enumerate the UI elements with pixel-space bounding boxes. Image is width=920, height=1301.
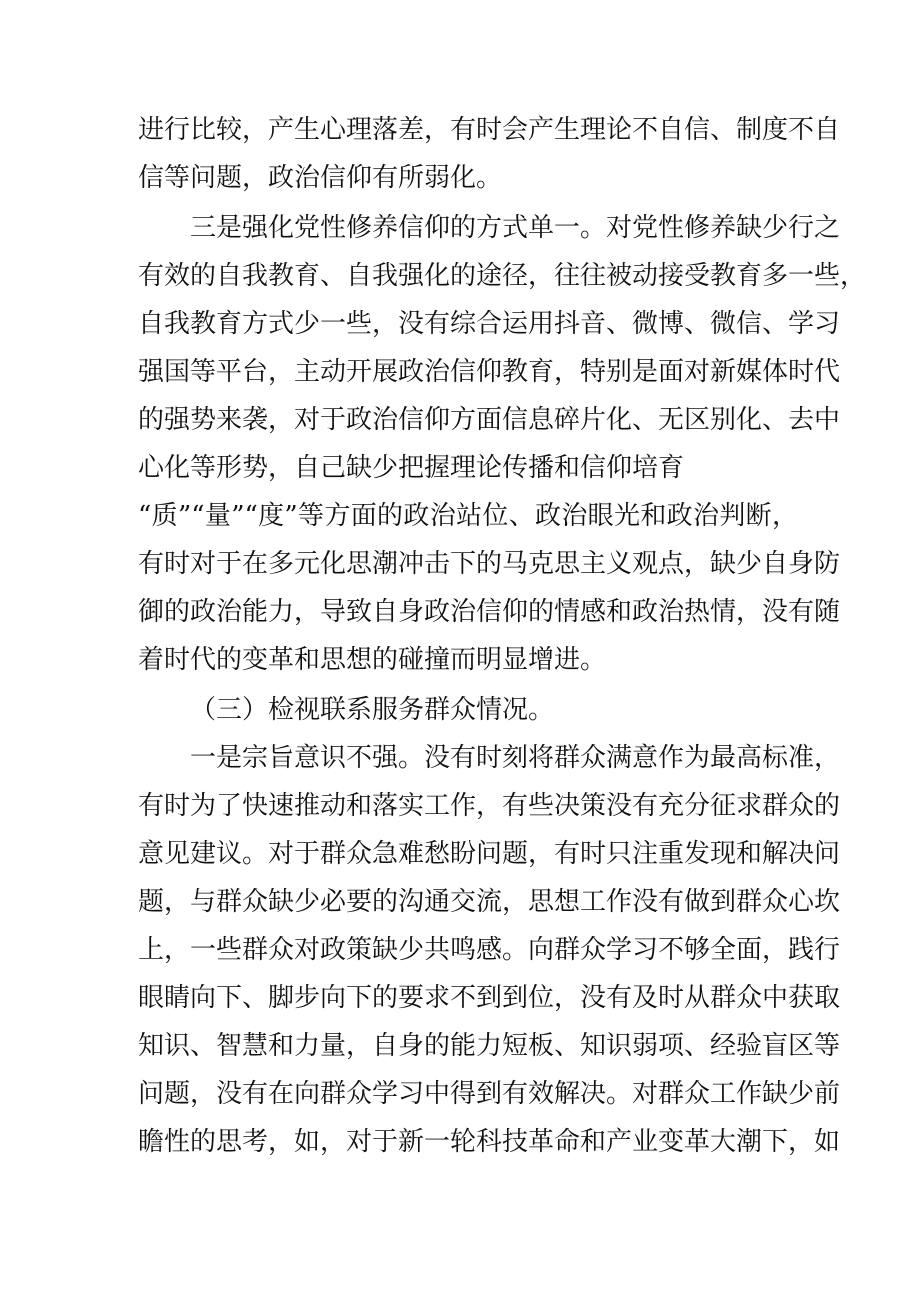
- text-line: 三是强化党性修养信仰的方式单一。对党性修养缺少行之: [190, 213, 841, 243]
- text-line: 御的政治能力，导致自身政治信仰的情感和政治热情，没有随: [138, 597, 841, 627]
- text-line: 进行比较，产生心理落差，有时会产生理论不自信、制度不自: [138, 115, 841, 145]
- text-line: 知识、智慧和力量，自身的能力短板、知识弱项、经验盲区等: [138, 1031, 841, 1061]
- text-line: 题，与群众缺少必要的沟通交流，思想工作没有做到群众心坎: [138, 887, 841, 917]
- text-line: 意见建议。对于群众急难愁盼问题，有时只注重发现和解决问: [138, 839, 841, 869]
- text-line: 有时对于在多元化思潮冲击下的马克思主义观点，缺少自身防: [138, 549, 841, 579]
- text-line: 着时代的变革和思想的碰撞而明显增进。: [138, 645, 607, 675]
- text-line: 瞻性的思考，如，对于新一轮科技革命和产业变革大潮下，如: [138, 1127, 841, 1157]
- text-line: 一是宗旨意识不强。没有时刻将群众满意作为最高标准，: [190, 743, 841, 773]
- text-line: 自我教育方式少一些，没有综合运用抖音、微博、微信、学习: [138, 309, 841, 339]
- text-line: 信等问题，政治信仰有所弱化。: [138, 163, 503, 193]
- text-line: 眼睛向下、脚步向下的要求不到到位，没有及时从群众中获取: [138, 983, 841, 1013]
- text-line: 强国等平台，主动开展政治信仰教育，特别是面对新媒体时代: [138, 357, 841, 387]
- text-line: 的强势来袭，对于政治信仰方面信息碎片化、无区别化、去中: [138, 405, 841, 435]
- text-line: 有时为了快速推动和落实工作，有些决策没有充分征求群众的: [138, 791, 841, 821]
- text-line: 问题，没有在向群众学习中得到有效解决。对群众工作缺少前: [138, 1079, 841, 1109]
- section-heading: （三）检视联系服务群众情况。: [190, 695, 555, 725]
- text-line: 有效的自我教育、自我强化的途径，往往被动接受教育多一些，: [138, 261, 867, 291]
- text-line: “质”“量”“度”等方面的政治站位、政治眼光和政治判断，: [138, 501, 798, 531]
- text-line: 心化等形势，自己缺少把握理论传播和信仰培育: [138, 453, 685, 483]
- text-line: 上，一些群众对政策缺少共鸣感。向群众学习不够全面，践行: [138, 935, 841, 965]
